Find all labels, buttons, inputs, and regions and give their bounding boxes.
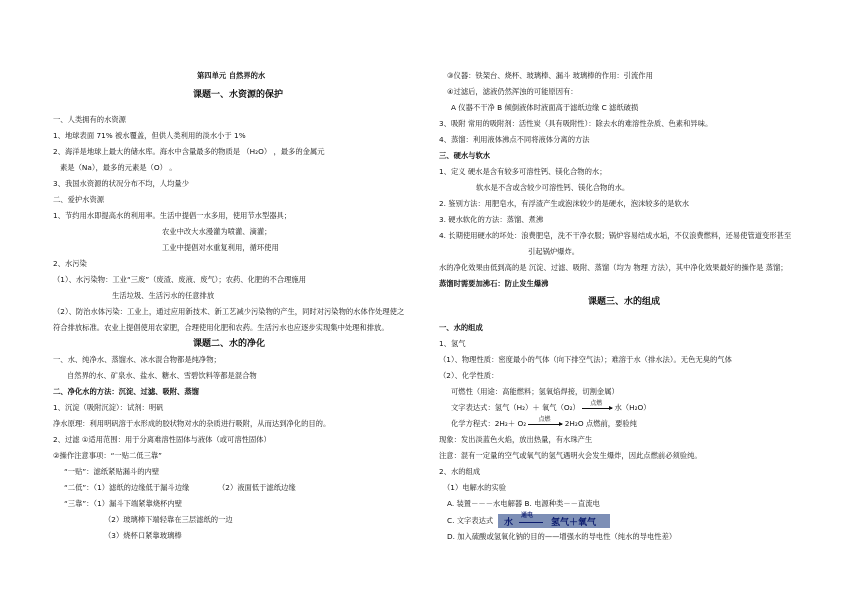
lesson2-title: 课题二、水的净化	[193, 339, 266, 349]
text-line: 一、人类拥有的水资源	[53, 115, 126, 124]
text-line: 4、蒸馏：利用液体沸点不同将液体分离的方法	[439, 135, 590, 144]
text-line: ③仪器：铁架台、烧杯、玻璃棒、漏斗 玻璃棒的作用：引流作用	[447, 71, 653, 80]
text-line: 1、沉淀（吸附沉淀）：试剂：明矾	[53, 403, 164, 412]
chemical-equation	[451, 415, 637, 429]
electrolysis-equation-banner	[498, 514, 610, 528]
word-equation-product: 水（H₂O）	[614, 403, 651, 412]
text-line: 3、吸附 常用的吸附剂：活性炭（具有吸附性）：除去水的难溶性杂质、色素和异味。	[439, 119, 713, 128]
text-line: 2、水污染	[53, 259, 87, 268]
text-line: 4. 长期使用硬水的坏处：浪费肥皂，洗不干净衣服；锅炉容易结成水垢，不仅浪费燃料，还易使管道变形甚至	[439, 231, 792, 240]
reaction-arrow	[528, 415, 562, 425]
banner-arrow-line	[519, 522, 543, 523]
text-line: （2）、防治水体污染：工业上，通过应用新技术、新工艺减少污染物的产生，同时对污染物的水体作处理使之	[53, 307, 405, 316]
text-line: 生活垃圾、生活污水的任意排放	[112, 291, 215, 300]
text-line: C. 文字表达式	[447, 516, 494, 525]
text-line: 软水是不含或含较少可溶性钙、镁化合物的水。	[476, 183, 630, 192]
text-line: 蒸馏时需要加沸石：防止发生爆沸	[439, 279, 549, 288]
text-line: “二低”：（1）滤纸的边缘低于漏斗边缘	[64, 483, 190, 492]
text-line: A. 装置－－－水电解器 B. 电源种类－－直流电	[447, 499, 600, 508]
text-line: 水的净化效果由低到高的是 沉淀、过滤、吸附、蒸馏（均为 物理 方法），其中净化效果最好的操作是 蒸馏；	[439, 263, 788, 272]
banner-arrow	[519, 512, 545, 525]
text-line: ④过滤后，滤液仍然浑浊的可能原因有：	[447, 87, 578, 96]
text-line: 3. 硬水软化的方法：蒸馏、煮沸	[439, 215, 544, 224]
text-line: D. 加入硫酸或氢氧化钠的目的——增强水的导电性（纯水的导电性差）	[447, 532, 677, 541]
text-line: 2、海洋是地球上最大的储水库。海水中含量最多的物质是 （H₂O） ，最多的金属元	[53, 147, 325, 156]
text-line: 一、水、纯净水、蒸馏水、冰水混合物都是纯净物；	[53, 355, 221, 364]
banner-products: 氢气＋氧气	[551, 517, 597, 528]
text-line: 1、定义 硬水是含有较多可溶性钙、镁化合物的水；	[439, 167, 607, 176]
reaction-arrow	[582, 399, 612, 409]
word-equation-reactants: 文字表达式：氢气（H₂）＋ 氧气（O₂）	[451, 403, 580, 412]
reaction-condition: 点燃	[538, 415, 551, 423]
lesson1-title: 课题一、水资源的保护	[193, 90, 284, 100]
text-line: 农业中改大水漫灌为喷灌、滴灌；	[162, 227, 272, 236]
text-line: 3、我国水资源的状况分布不均，人均量少	[53, 179, 189, 188]
text-line: 现象：发出淡蓝色火焰，放出热量，有水珠产生	[439, 435, 593, 444]
text-line: （2）、化学性质：	[439, 371, 499, 380]
unit-title: 第四单元 自然界的水	[197, 71, 266, 80]
text-line: 可燃性（用途：高能燃料；氢氧焰焊接，切割金属）	[451, 387, 619, 396]
reaction-condition: 点燃	[590, 399, 603, 407]
text-line: （1）电解水的实验	[443, 483, 507, 492]
section-heading: 一、水的组成	[439, 323, 483, 332]
text-line: （3）烧杯口紧靠玻璃棒	[104, 531, 182, 540]
text-line: 2、水的组成	[439, 467, 481, 476]
text-line: “一贴”：滤纸紧贴漏斗的内壁	[64, 467, 160, 476]
text-line: 1、节约用水即提高水的利用率。生活中提倡一水多用，使用节水型器具；	[53, 211, 292, 220]
text-line: 1、地球表面 71% 被水覆盖，但供人类利用的淡水小于 1%	[53, 131, 246, 140]
equation-product: 2H₂O 点燃前，要验纯	[564, 419, 637, 428]
text-line: （1）、水污染物：工业“三废”（废渣、废液、废气）；农药、化肥的不合理施用	[53, 275, 306, 284]
text-line: 2. 鉴别方法：用肥皂水，有浮渣产生或泡沫较少的是硬水，泡沫较多的是软水	[439, 199, 690, 208]
text-line: 二、爱护水资源	[53, 195, 105, 204]
section-heading: 二、净化水的方法：沉淀、过滤、吸附、蒸馏	[53, 387, 199, 396]
text-line: 素是（Na），最多的元素是（O） 。	[60, 163, 177, 172]
text-line: （1）、物理性质：密度最小的气体（向下排空气法）；难溶于水（排水法）。无色无臭的气体	[439, 355, 732, 364]
word-equation	[451, 399, 651, 413]
text-line: 工业中提倡对水重复利用，循环使用	[162, 243, 279, 252]
text-line: “三靠”：（1）漏斗下端紧靠烧杯内壁	[64, 499, 183, 508]
banner-water: 水	[504, 517, 514, 528]
banner-condition: 通电	[521, 512, 534, 519]
text-line: 1、氢气	[439, 339, 466, 348]
text-line: A 仪器不干净 B 倾倒液体时液面高于滤纸边缘 C 滤纸破损	[451, 103, 639, 112]
text-line: （2）玻璃棒下端轻靠在三层滤纸的一边	[104, 515, 233, 524]
text-line: 自然界的水、矿泉水、盐水、糖水、雪碧饮料等都是混合物	[67, 371, 257, 380]
text-line: 注意：混有一定量的空气或氧气的氢气遇明火会发生爆炸，因此点燃前必须验纯。	[439, 451, 702, 460]
text-line: 净水原理：利用明矾溶于水形成的胶状物对水的杂质进行吸附，从而达到净化的目的。	[53, 419, 331, 428]
text-line: 2、过滤 ①适用范围：用于分离难溶性固体与液体（或可溶性固体）	[53, 435, 271, 444]
section-heading: 三、硬水与软水	[439, 151, 491, 160]
text-line: 符合排放标准。农业上提倡使用农家肥，合理使用化肥和农药。生活污水也应逐步实现集中处理和排放。	[53, 323, 389, 332]
lesson3-title: 课题三、水的组成	[588, 297, 661, 307]
text-line: 引起锅炉爆炸。	[528, 247, 580, 256]
text-line: （2）液面低于滤纸边缘	[218, 483, 296, 492]
text-line: ②操作注意事项：“一贴二低三靠”	[53, 451, 162, 460]
equation-reactants: 化学方程式：2H₂＋ O₂	[451, 419, 527, 428]
